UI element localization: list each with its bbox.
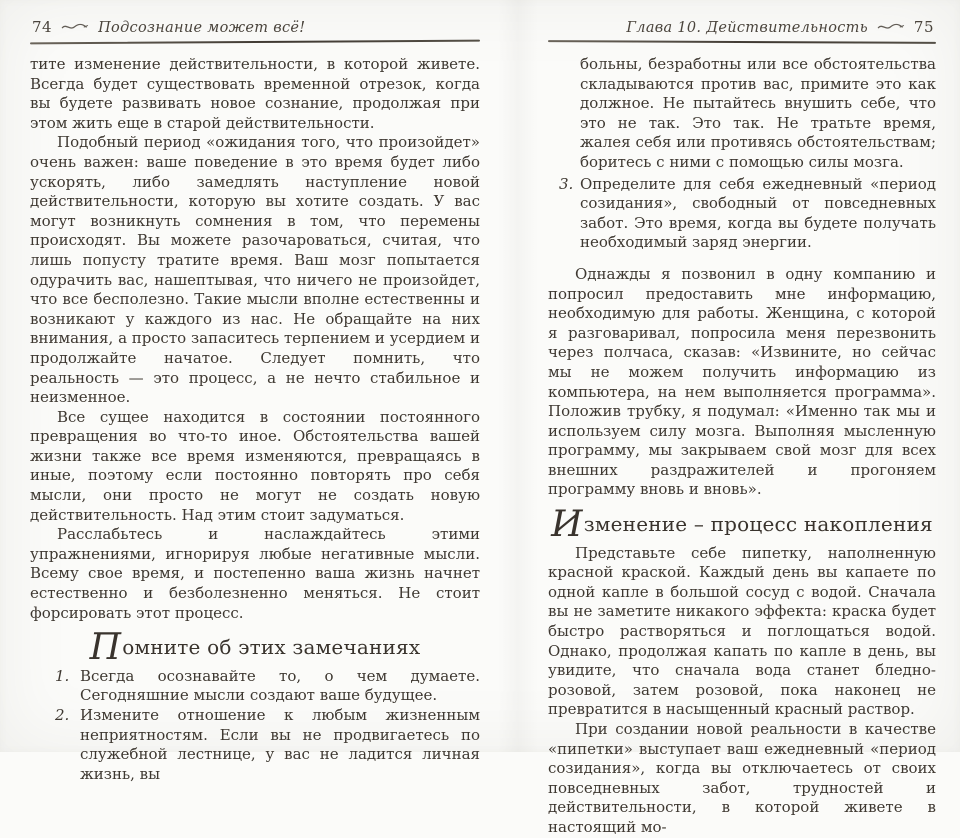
paragraph: Расслабьтесь и наслаждайтесь этими упражнениями, игнорируя любые негативные мысли. Всему свое время, и постепенно ваша жизнь начнет естественно и безболезненно меняться. Не стоит форсировать этот процесс. [30,525,480,622]
list-item-text: Измените отношение к любым жизненным неприятностям. Если вы не продвигаетесь по служебной лестнице, у вас не ладится личная жизнь, вы [80,706,480,783]
running-header-left [30,14,480,41]
paragraph: При создании новой реальности в качестве «пипетки» выступает ваш ежедневный «период созидания», когда вы отключаетесь от своих повседневных забот, трудностей и действительности, в которой живете в настоящий мо- [548,720,936,836]
list-item-text: Определите для себя ежедневный «период созидания», свободный от повседневных забот. Это время, когда вы будете получать необходимый заряд энергии. [580,174,936,252]
list-item-number: 3. [559,174,574,193]
paragraph: Однажды я позвонил в одну компанию и попросил предоставить мне информацию, необходимую для работы. Женщина, с которой я разговаривал, попросила меня перезвонить через полчаса, сказав: «Извините, но сейчас мы не можем получить информацию из компьютера, на нем выполняется программа». Положив трубку, я подумал: «Именно так мы и используем силу мозга. Выполняя мысленную программу, мы закрываем свой мозг для всех внешних раздражителей и прогоняем программу вновь и вновь». [548,264,936,499]
page-number-left: 74 [32,18,53,36]
list-item-number: 2. [55,706,70,724]
list-item-continuation: больны, безработны или все обстоятельства складываются против вас, примите это как должное. Не пытайтесь внушить себе, что это не так. Это так. Не тратьте время, жалея себя или противясь обстоятельствам; боритесь с ними с помощью силы мозга. [580,55,936,171]
paragraph: Подобный период «ожидания того, что произойдет» очень важен: ваше поведение в это время будет либо ускорять, либо замедлять наступление новой действительности, которую вы хотите создать. У вас могут возникнуть сомнения в том, что перемены происходят. Вы можете разочароваться, считая, что лишь попусту тратите время. Ваш мозг попытается одурачить вас, нашептывая, что ничего не произойдет, что все бесполезно. Такие мысли вполне естественны и возникают у каждого из нас. Не обращайте на них внимания, а просто запаситесь терпением и усердием и продолжайте начатое. Следует помнить, что реальность — это процесс, а не нечто стабильное и неизменное. [30,133,480,407]
list-item-text: Всегда осознавайте то, о чем думаете. Сегодняшние мысли создают ваше будущее. [80,666,480,705]
page-number-right: 75 [913,18,934,36]
section-heading-text: омните об этих замечаниях [122,635,421,660]
section-heading-remarks [30,627,480,669]
paragraph: тите изменение действительности, в которой живете. Всегда будет существовать временной отрезок, когда вы будете развивать новое сознание, продолжая при этом жить еще в старой действительности. [30,55,480,132]
numbered-list [30,667,480,785]
flourish-icon [877,22,905,32]
paragraph: Все сущее находится в состоянии постоянного превращения во что-то иное. Обстоятельства вашей жизни также все время изменяются, превращаясь в иные, поэтому если постоянно повторять про себя мысли, они просто не могут не создать новую действительность. Над этим стоит задуматься. [30,407,480,524]
paragraph: Представьте себе пипетку, наполненную красной краской. Каждый день вы капаете по одной капле в большой сосуд с водой. Сначала вы не заметите никакого эффекта: краска будет быстро растворяться и поглощаться водой. Однако, продолжая капать по капле в день, вы увидите, что сначала вода станет бледно-розовой, затем розовой, пока наконец не превратится в насыщенный красный раствор. [548,543,936,719]
section-heading-text: зменение – процесс накопления [583,512,933,537]
page-left [30,14,480,784]
running-header-right [548,14,936,41]
drop-cap-initial: П [89,627,122,669]
book-gutter-shadow [498,0,538,752]
list-item [548,175,936,253]
running-title-right: Глава 10. Действительность [626,20,868,36]
running-title-left: Подсознание может всё! [98,20,306,36]
page-right [548,14,936,838]
page-body-left [30,55,480,784]
page-body-right [548,55,936,838]
section-heading-change [548,504,936,546]
numbered-list [548,175,936,253]
flourish-icon [61,22,89,32]
header-rule-right [548,40,936,44]
list-item-number: 1. [55,666,70,685]
list-item [30,667,480,706]
drop-cap-initial: И [551,504,583,546]
list-item [30,706,480,784]
